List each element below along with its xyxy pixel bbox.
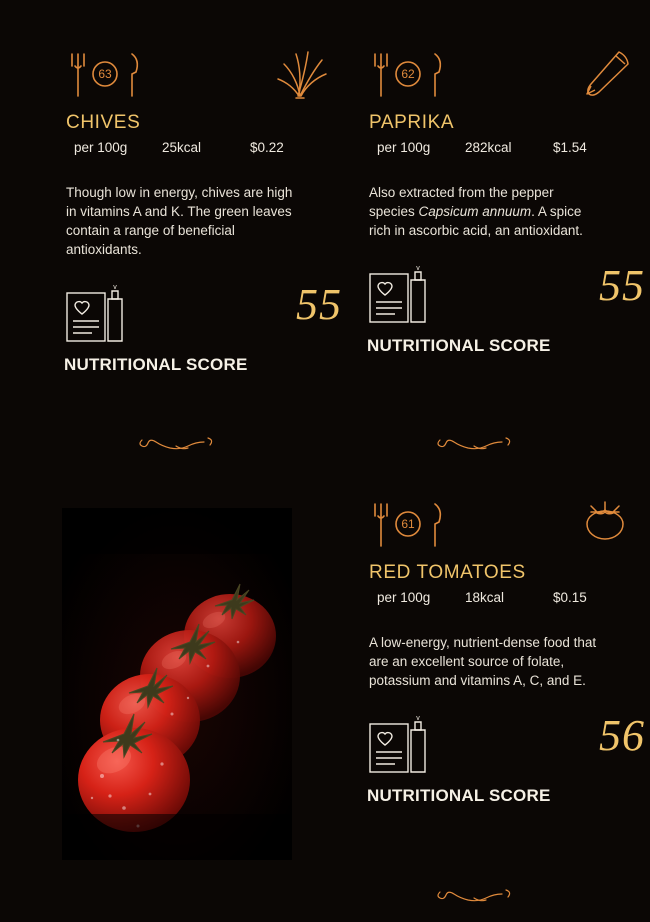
paprika-score-label: NUTRITIONAL SCORE [367,336,551,355]
red-tomatoes-title: RED TOMATOES [369,562,526,583]
chives-description: Though low in energy, chives are high in vitamins A and K. The green leaves contain a range of beneficial antioxidants. [66,185,293,257]
paprika-price: $1.54 [553,140,587,155]
chives-nutritional-score [62,280,342,377]
chives-score-label: NUTRITIONAL SCORE [64,355,248,374]
food-card-red-tomatoes [365,500,645,808]
paprika-description-part-1: Also extracted from the pepper species [369,185,554,219]
paprika-pepper-icon [575,46,635,102]
red-tomatoes-price: $0.15 [553,590,587,605]
red-tomatoes-calories: 18kcal [465,590,505,605]
nutrition-label-icon [64,285,138,347]
nutrition-v-mark: v [113,285,117,291]
nutrition-v-mark: v [416,716,420,722]
nutrition-label-icon [367,266,441,328]
paprika-rank-number: 62 [401,67,415,81]
chives-price: $0.22 [250,140,284,155]
nutrition-label-icon [367,716,441,778]
cutlery-rank-badge [365,50,451,102]
paprika-description-part-2: . A spice rich in ascorbic acid, an antioxidant. [369,204,583,238]
paprika-meta [377,140,645,155]
chives-calories: 25kcal [162,140,202,155]
chives-icon [272,46,332,102]
paprika-calories: 282kcal [465,140,512,155]
red-tomatoes-serving: per 100g [377,590,431,605]
cutlery-rank-badge [62,50,148,102]
chives-meta [74,140,342,155]
paprika-score-value: 55 [599,261,645,310]
paprika-title: PAPRIKA [369,112,455,133]
red-tomatoes-score-value: 56 [599,711,645,760]
divider-flourish-left [136,432,216,454]
red-tomatoes-meta [377,590,645,605]
chives-icon-row [62,50,342,110]
paprika-description-italic: Capsicum annuum [418,204,532,219]
nutrition-v-mark: v [416,266,420,272]
chives-rank-number: 63 [98,67,112,81]
divider-flourish-right-bottom [434,884,514,906]
chives-score-value: 55 [296,280,342,329]
food-card-paprika [365,50,645,358]
red-tomatoes-score-label: NUTRITIONAL SCORE [367,786,551,805]
red-tomatoes-icon-row [365,500,645,560]
paprika-nutritional-score [365,261,645,358]
cutlery-rank-badge [365,500,451,552]
red-tomatoes-photo [62,508,292,860]
chives-title: CHIVES [66,112,141,133]
tomato-icon [575,496,635,552]
paprika-serving: per 100g [377,140,431,155]
chives-serving: per 100g [74,140,128,155]
red-tomatoes-nutritional-score [365,711,645,808]
tomato-photo-illustration [62,508,292,860]
divider-flourish-right-top [434,432,514,454]
paprika-icon-row [365,50,645,110]
red-tomatoes-description: A low-energy, nutrient-dense food that are an excellent source of folate, potassium and vitamins A, C, and E. [369,635,597,688]
food-card-chives [62,50,342,377]
paprika-description [369,183,601,240]
red-tomatoes-rank-number: 61 [401,517,415,531]
